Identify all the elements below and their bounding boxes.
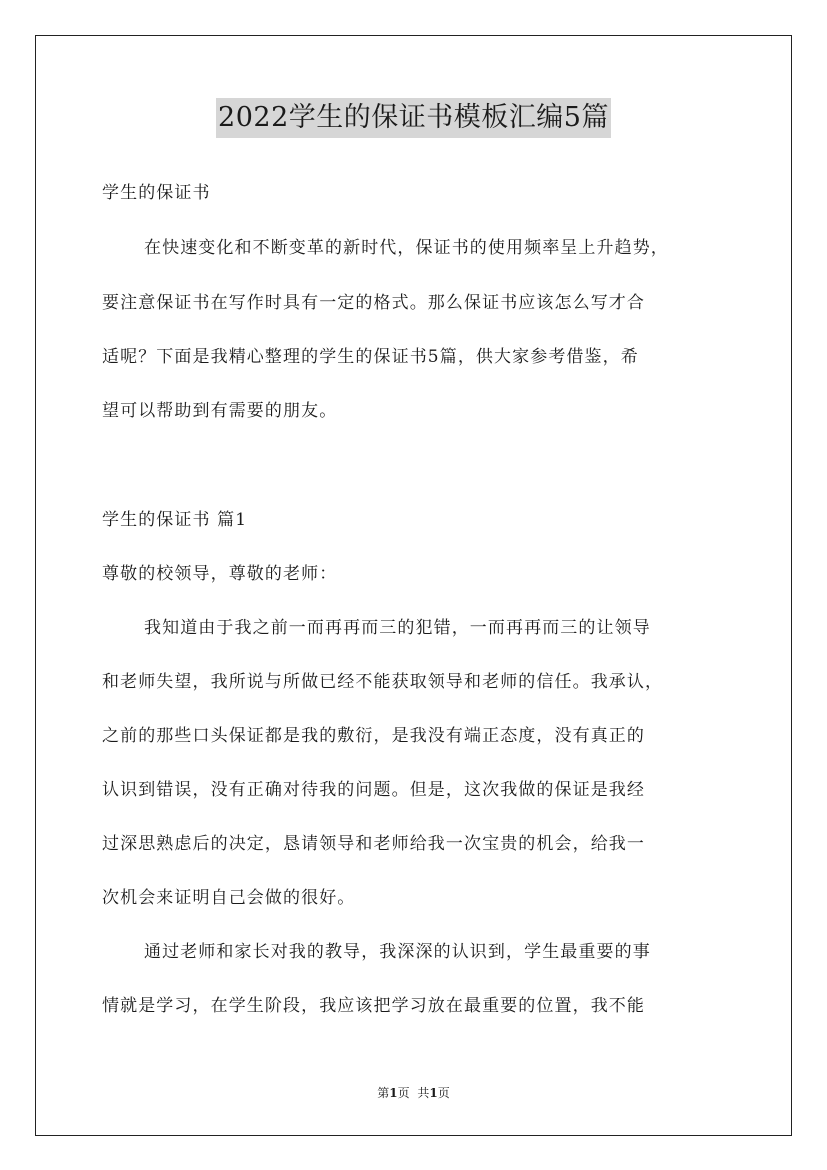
paragraph-line: 过深思熟虑后的决定，恳请领导和老师给我一次宝贵的机会，给我一 [102,834,645,854]
salutation: 尊敬的校领导，尊敬的老师： [102,564,338,584]
footer-total-number: 1 [429,1086,438,1100]
title-container [0,98,827,138]
paragraph-line: 望可以帮助到有需要的朋友。 [102,401,338,421]
paragraph-line: 在快速变化和不断变革的新时代，保证书的使用频率呈上升趋势， [144,238,669,258]
paragraph-line: 适呢？下面是我精心整理的学生的保证书5篇，供大家参考借鉴，希 [102,347,639,367]
footer-page-suffix: 页 [397,1086,410,1100]
paragraph-line: 之前的那些口头保证都是我的敷衍，是我没有端正态度，没有真正的 [102,726,645,746]
paragraph-line: 和老师失望，我所说与所做已经不能获取领导和老师的信任。我承认， [102,672,664,692]
paragraph-line: 通过老师和家长对我的教导，我深深的认识到，学生最重要的事 [144,942,651,962]
paragraph-line: 认识到错误，没有正确对待我的问题。但是，这次我做的保证是我经 [102,780,645,800]
page-footer [0,1085,827,1101]
footer-page-number: 1 [389,1086,398,1100]
paragraph-line: 我知道由于我之前一而再再而三的犯错，一而再再而三的让领导 [144,618,651,638]
footer-total-suffix: 页 [437,1086,450,1100]
section-heading: 学生的保证书 篇1 [102,510,248,530]
paragraph-line: 要注意保证书在写作时具有一定的格式。那么保证书应该怎么写才合 [102,293,645,313]
footer-page-prefix: 第 [377,1086,390,1100]
paragraph-line: 情就是学习，在学生阶段，我应该把学习放在最重要的位置，我不能 [102,996,645,1016]
paragraph-line: 次机会来证明自己会做的很好。 [102,888,356,908]
footer-total-prefix: 共 [417,1086,430,1100]
document-title: 2022学生的保证书模板汇编5篇 [216,98,611,138]
section-heading: 学生的保证书 [102,183,211,203]
